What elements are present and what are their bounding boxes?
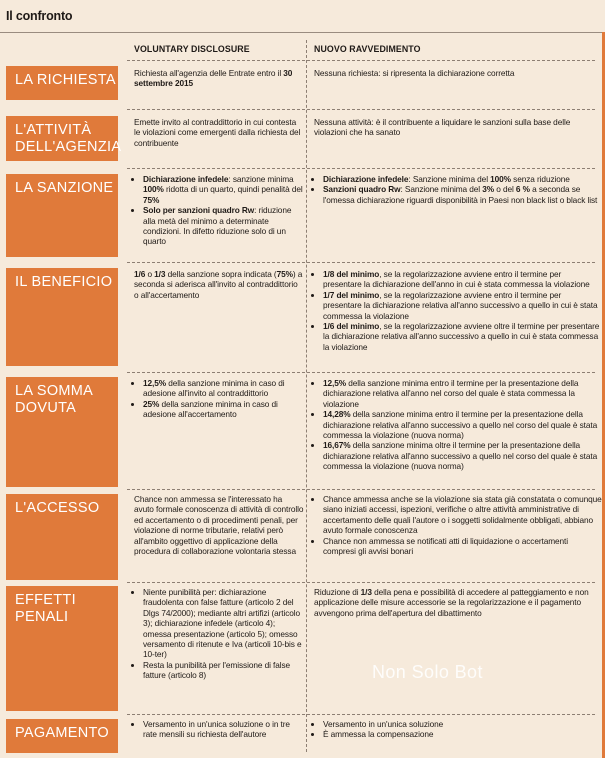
row-divider (127, 168, 595, 169)
row-label-la-somma-dovuta: LA SOMMA DOVUTA (6, 377, 118, 487)
row-la-sanzione-voluntary: • Dichiarazione infedele: sanzione minima 100% ridotta di un quarto, quindi penalità del 75% • Solo per sanzioni quadro Rw: riduzione alla metà del minimo a determinate condizioni. In difetto riduzione solo di un quarto (134, 174, 304, 247)
column-divider (306, 40, 307, 752)
row-divider (127, 714, 595, 715)
row-divider (127, 489, 595, 490)
row-attivita-agenzia-voluntary: Emette invito al contraddittorio in cui contesta le violazioni come emergenti dalla richiesta del contribuente (134, 117, 301, 148)
row-divider (127, 60, 595, 61)
row-label-effetti-penali: EFFETTI PENALI (6, 586, 118, 711)
row-divider (127, 109, 595, 110)
row-divider (127, 372, 595, 373)
row-il-beneficio-voluntary: 1/6 o 1/3 della sanzione sopra indicata (75%) a seconda si aderisca all'invito al contraddittorio o all'accertamento (134, 269, 303, 300)
row-la-richiesta-voluntary: Richiesta all'agenzia delle Entrate entro il 30 settembre 2015 (134, 68, 293, 89)
row-pagamento-voluntary: • Versamento in un'unica soluzione o in tre rate mensili su richiesta dell'autore (134, 719, 304, 740)
row-label-la-richiesta: LA RICHIESTA (6, 66, 118, 100)
row-divider (127, 262, 595, 263)
row-effetti-penali-ravvedimento: Riduzione di 1/3 della pena e possibilità di accedere al patteggiamento e non applicazione delle misure accessorie se la regolarizzazione e il pagamento avvengono prima dell'apertura del dibattimento (314, 587, 589, 618)
row-effetti-penali-voluntary: • Niente punibilità per: dichiarazione fraudolenta con false fatture (articolo 2 del Dlgs 74/2000); mediante altri artifizi (articolo 3); dichiarazione infedele (articolo 4); omessa presentazione (articolo 5); omesso versamento di ritenute e Iva (articoli 10-bis e 10-ter) • Resta la punibilità per l'emissione di false fatture (articolo 8) (134, 587, 304, 681)
column-header-voluntary-disclosure: VOLUNTARY DISCLOSURE (134, 44, 250, 54)
row-l-accesso-voluntary: Chance non ammessa se l'interessato ha avuto formale conoscenza di attività di controllo ed accertamento o di procedimenti penali, per violazione di norme tributarie, relativi però all'ambito oggettivo di applicazione della procedura di collaborazione volontaria stessa (134, 494, 304, 557)
row-la-somma-dovuta-voluntary: • 12,5% della sanzione minima in caso di adesione all'invito al contraddittorio • 25% della sanzione minima in caso di adesione all'accertamento (134, 378, 304, 420)
row-la-sanzione-ravvedimento: • Dichiarazione infedele: Sanzione minima del 100% senza riduzione • Sanzioni quadro Rw: Sanzione minima del 3% o del 6 % a seconda se l'omessa dichiarazione riguardi disponibilità in Paesi non black list o black list (314, 174, 602, 205)
row-label-l-accesso: L'ACCESSO (6, 494, 118, 580)
row-l-accesso-ravvedimento: • Chance ammessa anche se la violazione sia stata già constatata o comunque siano iniziati accessi, ispezioni, verifiche o altre attività amministrative di accertamento delle quali l'autore o i soggetti solidalmente obbligati, abbiano avuto formale conoscenza • Chance non ammessa se notificati atti di liquidazione o accertamenti compresi gli avvisi bonari (314, 494, 602, 556)
row-pagamento-ravvedimento: • Versamento in un'unica soluzione • È ammessa la compensazione (314, 719, 602, 740)
row-il-beneficio-ravvedimento: • 1/8 del minimo, se la regolarizzazione avviene entro il termine per presentare la dichiarazione dell'anno in cui è stata commessa la violazione • 1/7 del minimo, se la regolarizzazione avviene entro il termine per presentare la dichiarazione relativa all'anno successivo a quello in cui è stata commessa la violazione • 1/6 del minimo, se la regolarizzazione avviene oltre il termine per presentare la dichiarazione relativa all'anno successivo a quello in cui è stata commessa la violazione (314, 269, 602, 352)
row-label-la-sanzione: LA SANZIONE (6, 174, 118, 257)
row-la-richiesta-ravvedimento: Nessuna richiesta: si ripresenta la dichiarazione corretta (314, 68, 515, 78)
row-label-il-beneficio: IL BENEFICIO (6, 268, 118, 366)
row-la-somma-dovuta-ravvedimento: • 12,5% della sanzione minima entro il termine per la presentazione della dichiarazione relativa all'anno nel corso del quale è stata commessa la violazione • 14,28% della sanzione minima entro il termine per la presentazione della dichiarazione relativa all'anno successivo a quello nel corso del quale è stata commessa la violazione (nuova norma) • 16,67% della sanzione minima oltre il termine per la presentazione della dichiarazione relativa all'anno successivo a quello nel corso del quale è stata commessa la violazione (nuova norma) (314, 378, 602, 472)
column-header-nuovo-ravvedimento: NUOVO RAVVEDIMENTO (314, 44, 421, 54)
watermark-text: Non Solo Bot (372, 662, 483, 682)
row-attivita-agenzia-ravvedimento: Nessuna attività: è il contribuente a liquidare le sanzioni sulla base delle violazioni che ha sanato (314, 117, 571, 138)
row-label-attivita-agenzia: L'ATTIVITÀ DELL'AGENZIA (6, 116, 118, 161)
header-bar (0, 0, 605, 33)
row-divider (127, 582, 595, 583)
row-label-pagamento: PAGAMENTO (6, 719, 118, 753)
page-title: Il confronto (6, 9, 73, 23)
